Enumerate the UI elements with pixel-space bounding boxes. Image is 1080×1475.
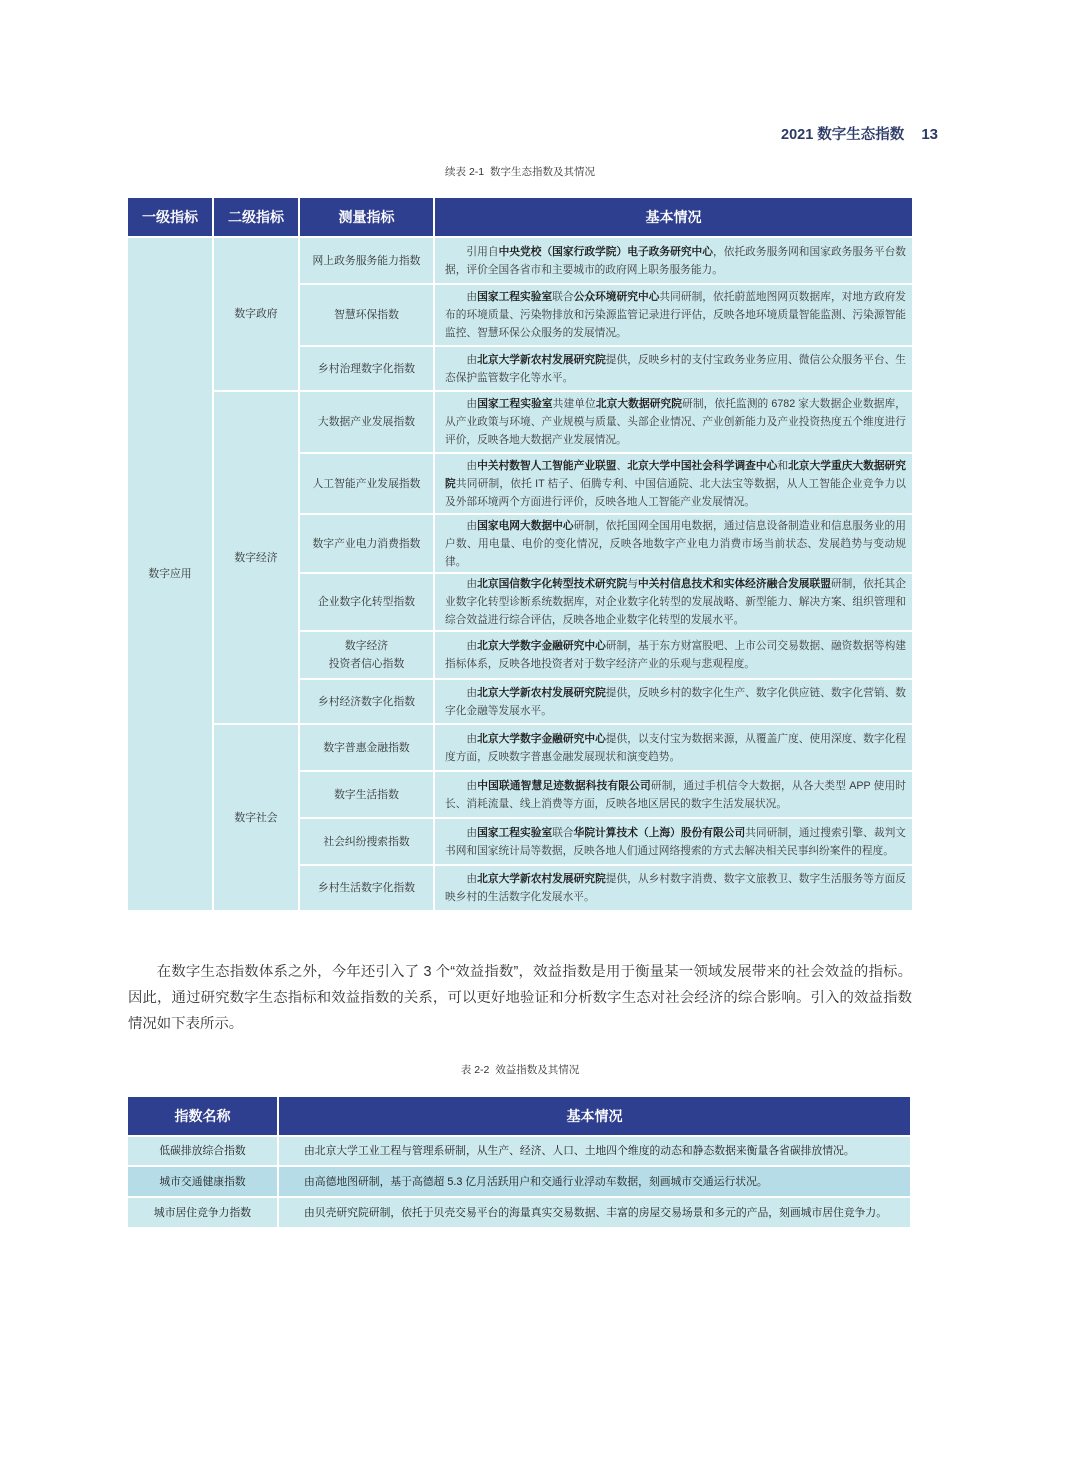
indicator-name-cell: 乡村治理数字化指数 bbox=[300, 347, 433, 390]
description-cell bbox=[435, 515, 912, 572]
index-name-cell: 低碳排放综合指数 bbox=[128, 1137, 277, 1165]
column-header-description: 基本情况 bbox=[279, 1097, 910, 1135]
column-header-level1: 一级指标 bbox=[128, 198, 212, 236]
organization-name: 中关村数智人工智能产业联盟 bbox=[477, 459, 617, 472]
description-cell: 由高德地图研制，基于高德超 5.3 亿月活跃用户和交通行业浮动车数据，刻画城市交通运行状况。 bbox=[279, 1167, 910, 1196]
description-cell bbox=[435, 632, 912, 678]
table-row bbox=[128, 392, 912, 452]
description-cell bbox=[435, 772, 912, 817]
benefit-index-table bbox=[126, 1095, 912, 1229]
description-segment: 、 bbox=[616, 459, 628, 472]
description-segment: 共建单位 bbox=[552, 398, 596, 410]
indicator-name-cell: 乡村经济数字化指数 bbox=[300, 680, 433, 723]
description-text bbox=[445, 457, 906, 511]
description-cell: 由贝壳研究院研制，依托于贝壳交易平台的海量真实交易数据、丰富的房屋交易场景和多元的产品，刻画城市居住竞争力。 bbox=[279, 1198, 910, 1227]
organization-name: 中央党校（国家行政学院）电子政务研究中心 bbox=[498, 245, 714, 258]
description-segment: 由 bbox=[466, 686, 478, 699]
description-cell: 由北京大学工业工程与管理系研制，从生产、经济、人口、土地四个维度的动态和静态数据来衡量各省碳排放情况。 bbox=[279, 1137, 910, 1165]
indicator-name-cell: 数字产业电力消费指数 bbox=[300, 515, 433, 572]
description-segment: 和 bbox=[777, 459, 789, 472]
description-segment: 共同研制，依托蔚蓝地图网页数据库，对地方政府发布的环境质量、污染物排放和污染源监管记录进行评估，反映各地环境质量智能监测、污染源智能监控、智慧环保公众服务的发展情况。 bbox=[445, 291, 906, 339]
organization-name: 北京大学数字金融研究中心 bbox=[477, 732, 606, 745]
index-name-cell: 城市居住竞争力指数 bbox=[128, 1198, 277, 1227]
level2-indicator-cell: 数字经济 bbox=[214, 392, 298, 723]
description-segment: 由 bbox=[466, 826, 478, 839]
description-segment: 由 bbox=[466, 519, 478, 532]
description-segment: 联合 bbox=[552, 291, 574, 303]
indicator-name-cell: 数字生活指数 bbox=[300, 772, 433, 817]
organization-name: 北京大学新农村发展研究院 bbox=[477, 353, 606, 366]
running-header bbox=[781, 125, 938, 145]
description-text bbox=[445, 870, 906, 906]
indicator-name-cell: 数字普惠金融指数 bbox=[300, 725, 433, 770]
indicator-name-cell: 人工智能产业发展指数 bbox=[300, 454, 433, 513]
organization-name: 北京大学数字金融研究中心 bbox=[477, 640, 606, 652]
description-segment: 研制，依托国网全国用电数据，通过信息设备制造业和信息服务业的用户数、用电量、电价的变化情况，反映各地数字产业电力消费市场当前状态、发展趋势与变动规律。 bbox=[445, 519, 906, 568]
description-text bbox=[445, 684, 906, 720]
column-header-level2: 二级指标 bbox=[214, 198, 298, 236]
description-text bbox=[445, 730, 906, 766]
indicator-name-cell: 数字经济 投资者信心指数 bbox=[300, 632, 433, 678]
description-segment: 共同研制，通过搜索引擎、裁判文书网和国家统计局等数据，反映各地人们通过网络搜索的方式去解决相关民事纠纷案件的程度。 bbox=[445, 826, 906, 857]
description-segment: 共同研制，依托 IT 桔子、佰腾专利、中国信通院、北大法宝等数据，从人工智能企业竞争力以及外部环境两个方面进行评价，反映各地人工智能产业发展情况。 bbox=[445, 477, 906, 508]
description-segment: 研制，依托其企业数字化转型诊断系统数据库，对企业数字化转型的发展战略、新型能力、解决方案、组织管理和综合效益进行综合评估，反映各地企业数字化转型的发展水平。 bbox=[445, 578, 906, 626]
level1-indicator-cell: 数字应用 bbox=[128, 238, 212, 910]
table-row bbox=[128, 1198, 910, 1227]
report-title: 2021 数字生态指数 bbox=[781, 127, 905, 143]
table-header-row bbox=[128, 1097, 910, 1135]
organization-name: 华院计算技术（上海）股份有限公司 bbox=[573, 826, 746, 839]
description-segment: ，依托政务服务网和国家政务服务平台数据，评价全国各省市和主要城市的政府网上职务服务能力。 bbox=[445, 245, 906, 276]
description-segment: 由 bbox=[466, 640, 478, 652]
description-text bbox=[445, 351, 906, 387]
column-header-indicator: 测量指标 bbox=[300, 198, 433, 236]
description-segment: 由 bbox=[466, 398, 478, 410]
indicator-name-cell: 社会纠纷搜索指数 bbox=[300, 819, 433, 864]
indicator-name-cell: 网上政务服务能力指数 bbox=[300, 238, 433, 283]
description-segment: 由 bbox=[466, 732, 478, 745]
organization-name: 北京国信数字化转型技术研究院 bbox=[477, 578, 628, 590]
description-cell bbox=[435, 680, 912, 723]
organization-name: 北京大学新农村发展研究院 bbox=[477, 686, 606, 699]
organization-name: 中国联通智慧足迹数据科技有限公司 bbox=[477, 779, 651, 792]
description-text bbox=[445, 395, 906, 449]
description-segment: 提供，反映乡村的数字化生产、数字化供应链、数字化营销、数字化金融等发展水平。 bbox=[445, 686, 906, 717]
description-text bbox=[445, 824, 906, 860]
description-text bbox=[445, 288, 906, 342]
description-text bbox=[445, 637, 906, 673]
description-cell bbox=[435, 725, 912, 770]
organization-name: 国家工程实验室 bbox=[477, 291, 553, 303]
description-segment: 提供，以支付宝为数据来源，从覆盖广度、使用深度、数字化程度方面，反映数字普惠金融发展现状和演变趋势。 bbox=[445, 732, 906, 763]
organization-name: 北京大学重庆大数据研究院 bbox=[445, 459, 906, 490]
description-segment: 研制，依托监测的 6782 家大数据企业数据库，从产业政策与环境、产业规模与质量、头部企业情况、产业创新能力及产业投资热度五个维度进行评价，反映各地大数据产业发展情况。 bbox=[445, 398, 906, 446]
organization-name: 北京大学中国社会科学调查中心 bbox=[627, 459, 778, 472]
indicator-name-cell: 乡村生活数字化指数 bbox=[300, 866, 433, 910]
description-segment: 由 bbox=[466, 873, 478, 885]
body-paragraph: 在数字生态指数体系之外，今年还引入了 3 个“效益指数”，效益指数是用于衡量某一领域发展带来的社会效益的指标。因此，通过研究数字生态指标和效益指数的关系，可以更好地验证和分析数字生态对社会经济的综合影响。引入的效益指数情况如下表所示。 bbox=[128, 964, 912, 1032]
description-text bbox=[445, 777, 906, 813]
description-segment: 由 bbox=[466, 779, 478, 792]
organization-name: 国家电网大数据中心 bbox=[477, 519, 574, 532]
indicator-name-cell: 企业数字化转型指数 bbox=[300, 574, 433, 630]
description-cell bbox=[435, 574, 912, 630]
description-segment: 由 bbox=[466, 459, 478, 472]
table-row bbox=[128, 1167, 910, 1196]
index-name-cell: 城市交通健康指数 bbox=[128, 1167, 277, 1196]
indicator-name-cell: 智慧环保指数 bbox=[300, 285, 433, 345]
description-cell bbox=[435, 819, 912, 864]
description-segment: 提供，从乡村数字消费、数字文旅教卫、数字生活服务等方面反映乡村的生活数字化发展水平。 bbox=[445, 873, 906, 903]
description-segment: 研制，通过手机信令大数据，从各大类型 APP 使用时长、消耗流量、线上消费等方面，反映各地区居民的数字生活发展状况。 bbox=[445, 779, 906, 810]
organization-name: 国家工程实验室 bbox=[477, 398, 553, 410]
table-header-row bbox=[128, 198, 912, 236]
description-cell bbox=[435, 347, 912, 390]
description-segment: 由 bbox=[466, 291, 478, 303]
digital-ecosystem-index-table bbox=[126, 196, 914, 912]
organization-name: 公众环境研究中心 bbox=[573, 291, 660, 303]
description-text bbox=[445, 575, 906, 629]
description-segment: 提供，反映乡村的支付宝政务业务应用、微信公众服务平台、生态保护监管数字化等水平。 bbox=[445, 353, 906, 384]
organization-name: 国家工程实验室 bbox=[477, 826, 553, 839]
description-segment: 与 bbox=[627, 578, 638, 590]
description-segment: 研制，基于东方财富股吧、上市公司交易数据、融资数据等构建指标体系，反映各地投资者对于数字经济产业的乐观与悲观程度。 bbox=[445, 640, 906, 670]
organization-name: 北京大学新农村发展研究院 bbox=[477, 873, 606, 885]
description-text bbox=[445, 243, 906, 279]
level2-indicator-cell: 数字政府 bbox=[214, 238, 298, 390]
description-cell bbox=[435, 392, 912, 452]
description-cell bbox=[435, 238, 912, 283]
description-text bbox=[445, 517, 906, 571]
table2-caption: 表 2-2 效益指数及其情况 bbox=[460, 1064, 580, 1076]
table-row bbox=[128, 725, 912, 770]
description-cell bbox=[435, 454, 912, 513]
description-cell bbox=[435, 285, 912, 345]
description-cell bbox=[435, 866, 912, 910]
organization-name: 北京大数据研究院 bbox=[595, 398, 683, 410]
column-header-index-name: 指数名称 bbox=[128, 1097, 277, 1135]
column-header-description: 基本情况 bbox=[435, 198, 912, 236]
page-number: 13 bbox=[921, 126, 938, 143]
description-segment: 引用自 bbox=[466, 245, 499, 258]
description-segment: 联合 bbox=[552, 826, 574, 839]
description-segment: 由 bbox=[466, 353, 478, 366]
level2-indicator-cell: 数字社会 bbox=[214, 725, 298, 910]
table1-caption: 续表 2-1 数字生态指数及其情况 bbox=[445, 166, 595, 178]
indicator-name-cell: 大数据产业发展指数 bbox=[300, 392, 433, 452]
organization-name: 中关村信息技术和实体经济融合发展联盟 bbox=[637, 578, 831, 590]
description-segment: 由 bbox=[466, 578, 478, 590]
table-row bbox=[128, 1137, 910, 1165]
table-row bbox=[128, 238, 912, 283]
